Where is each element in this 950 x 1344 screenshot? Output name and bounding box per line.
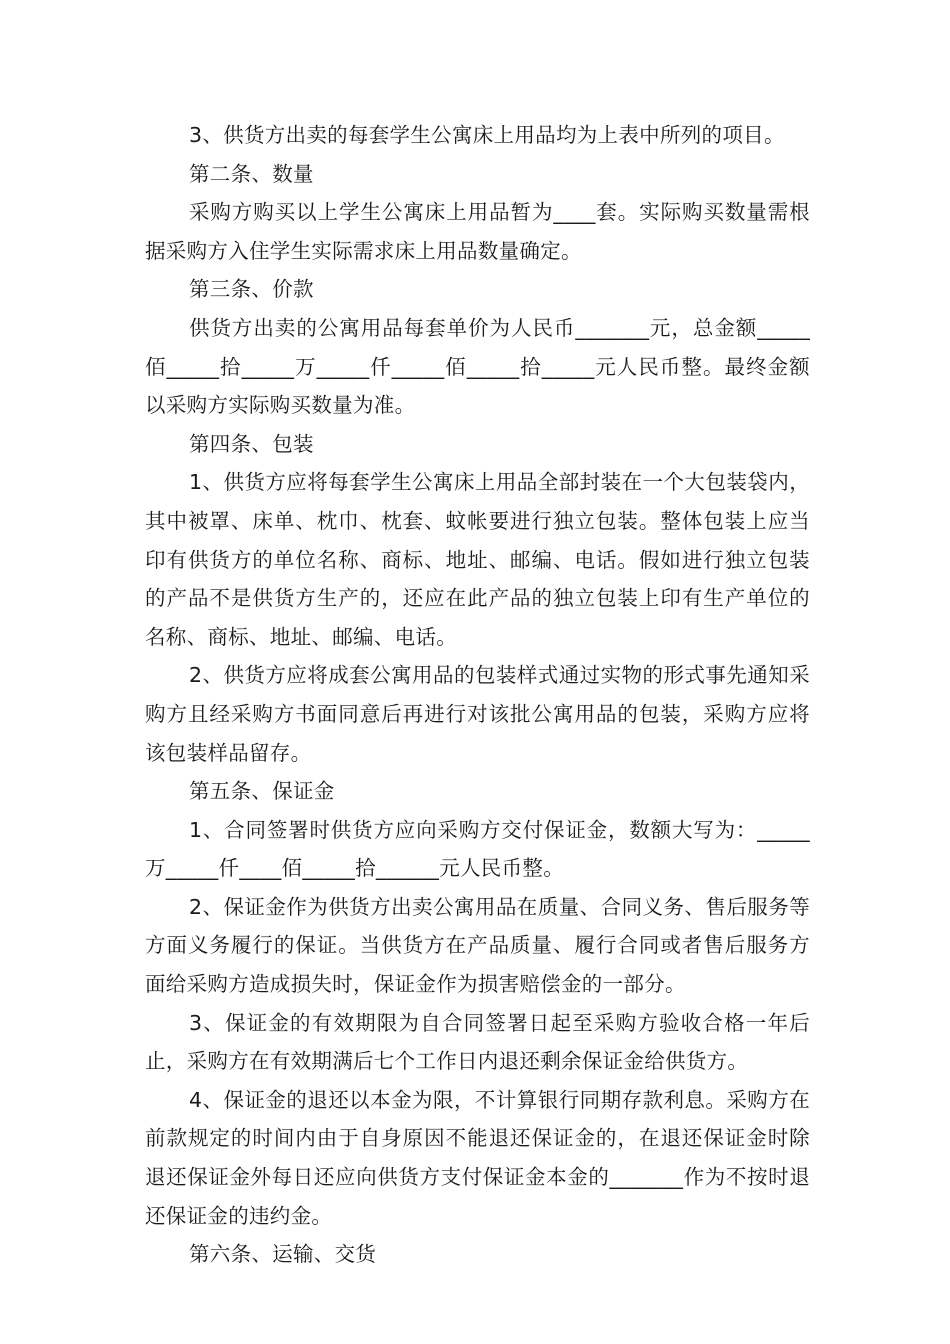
article-4-item-2: 2、供货方应将成套公寓用品的包装样式通过实物的形式事先通知采购方且经采购方书面同意后再进行对该批公寓用品的包装，采购方应将该包装样品留存。: [145, 663, 810, 765]
article-5-heading: 第五条、保证金: [189, 779, 335, 804]
article-4-item-1: 1、供货方应将每套学生公寓床上用品全部封装在一个大包装袋内，其中被罩、床单、枕巾、枕套、蚊帐要进行独立包装。整体包装上应当印有供货方的单位名称、商标、地址、邮编、电话。假如进行独立包装的产品不是供货方生产的，还应在此产品的独立包装上印有生产单位的名称、商标、地址、邮编、电话。: [145, 470, 810, 649]
article-2-text: 采购方购买以上学生公寓床上用品暂为____套。实际购买数量需根据采购方入住学生实际需求床上用品数量确定。: [145, 200, 810, 263]
article-6-heading: 第六条、运输、交货: [189, 1242, 377, 1267]
article-4-heading: 第四条、包装: [189, 431, 314, 456]
article-2-heading: 第二条、数量: [189, 161, 314, 186]
document-body: [145, 116, 810, 1274]
article-5-item-4: 4、保证金的退还以本金为限，不计算银行同期存款利息。采购方在前款规定的时间内由于自身原因不能退还保证金的，在退还保证金时除退还保证金外每日还应向供货方支付保证金本金的_______作为不按时退还保证金的违约金。: [145, 1087, 810, 1228]
article-3-text: 供货方出卖的公寓用品每套单价为人民币_______元，总金额_____佰_____拾_____万_____仟_____佰_____拾_____元人民币整。最终金额以采购方实际购买数量为准。: [145, 315, 810, 418]
article-5-item-3: 3、保证金的有效期限为自合同签署日起至采购方验收合格一年后止，采购方在有效期满后七个工作日内退还剩余保证金给供货方。: [145, 1010, 810, 1074]
article-3-heading: 第三条、价款: [189, 277, 314, 302]
clause-item-1-3: 3、供货方出卖的每套学生公寓床上用品均为上表中所列的项目。: [189, 123, 785, 147]
article-5-item-1: 1、合同签署时供货方应向采购方交付保证金，数额大写为：_____万_____仟____佰_____拾______元人民币整。: [145, 817, 810, 881]
article-5-item-2: 2、保证金作为供货方出卖公寓用品在质量、合同义务、售后服务等方面义务履行的保证。当供货方在产品质量、履行合同或者售后服务方面给采购方造成损失时，保证金作为损害赔偿金的一部分。: [145, 894, 810, 997]
